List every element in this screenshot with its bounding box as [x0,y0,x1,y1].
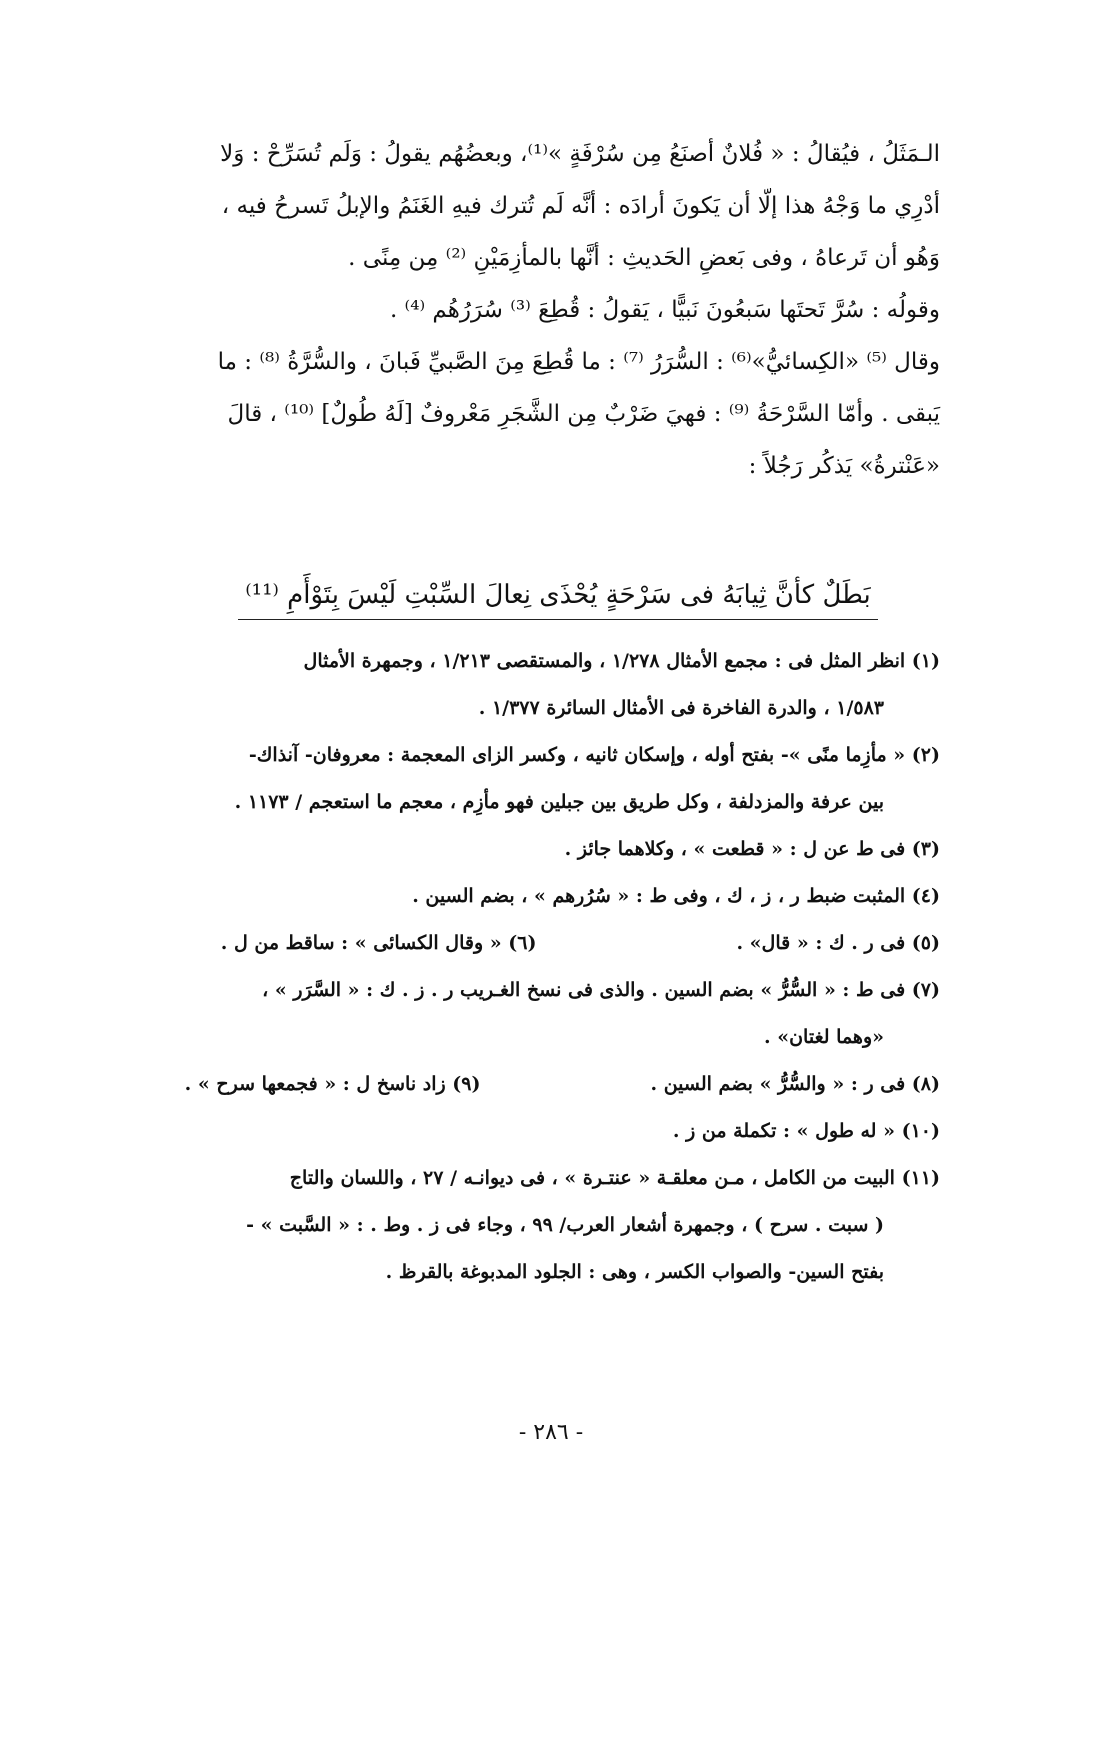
footnote-pair-5-6 [150,920,940,967]
footnote-7: (٧) فى ط : « السُّرُّ » بضم السين . والذى فى نسخ الغـريب ر . ز . ك : « السَّرَر » ، [262,979,940,1001]
footnote-2-cont: بين عرفة والمزدلفة ، وكل طريق بين جبلين فهو مأزِم ، معجم ما استعجم / ١١٧٣ . [234,791,884,813]
footnote-pair-8-9 [150,1061,940,1108]
footnote-11-cont: ( سبت . سرح ) ، وجمهرة أشعار العرب/ ٩٩ ، وجاء فى ز . وط . : « السَّبت » - [246,1214,884,1236]
footnote-11-cont2: بفتح السين- والصواب الكسر ، وهى : الجلود المدبوغة بالقرظ . [385,1261,884,1283]
text-line: يَبقى . وأمّا السَّرْحَةُ ⁽⁹⁾ : فهيَ ضَرْبٌ مِن الشَّجَرِ مَعْروفٌ [لَهُ طُولٌ] ⁽¹⁰⁾ ، قالَ [227,401,940,427]
footnote-2: (٢) « مأزِما منًى »- بفتح أوله ، وإسكان ثانيه ، وكسر الزاى المعجمة : معروفان- آنذاك- [248,744,940,766]
text-line: وقال ⁽⁵⁾ «الكِسائيُّ»⁽⁶⁾ : السُّرَرُ ⁽⁷⁾ : ما قُطِعَ مِنَ الصَّبيِّ فَبانَ ، والسُّرَّةُ ⁽⁸⁾ : ما [217,349,940,375]
main-text [150,128,940,492]
page-number: - ٢٨٦ - [518,1420,584,1445]
poetry-verse: بَطَلٌ كأنَّ ثِيابَهُ فى سَرْحَةٍ يُحْذَى نِعالَ السِّبْتِ لَيْسَ بِتَوْأَمِ ⁽¹¹⁾ [238,575,878,620]
footnote-7-cont: «وهما لغتان» . [764,1026,884,1048]
spacer [576,920,696,967]
footnote-1: (١) انظر المثل فى : مجمع الأمثال ١/٢٧٨ ، والمستقصى ١/٢١٣ ، وجمهرة الأمثال [303,650,940,672]
footnote-5: (٥) فى ر . ك : « قال» . [736,932,940,954]
footnote-1-cont: ١/٥٨٣ ، والدرة الفاخرة فى الأمثال السائرة ١/٣٧٧ . [478,697,884,719]
text-line: «عَنْترةُ» يَذكُر رَجُلاً : [748,453,940,479]
text-line: وقولُه : سُرَّ تَحتَها سَبعُونَ نَبيًّا ، يَقولُ : قُطِعَ ⁽³⁾ سُرَرُهُم ⁽⁴⁾ . [389,297,940,323]
text-line: الـمَثَلُ ، فيُقالُ : « فُلانٌ أصنَعُ مِن سُرْفَةٍ »⁽¹⁾، وبعضُهُم يقولُ : وَلَم تُسَرِّحْ : وَلا [220,141,940,167]
footnotes [150,638,940,1296]
footnote-11: (١١) البيت من الكامل ، مـن معلقـة « عنتـرة » ، فى ديوانـه / ٢٧ ، واللسان والتاج [289,1167,940,1189]
footnote-3: (٣) فى ط عن ل : « قطعت » ، وكلاهما جائز . [564,838,940,860]
footnote-4: (٤) المثبت ضبط ر ، ز ، ك ، وفى ط : « سُرُرهم » ، بضم السين . [412,885,940,907]
footnote-6: (٦) « وقال الكسائى » : ساقط من ل . [220,932,537,954]
footnote-10: (١٠) « له طول » : تكملة من ز . [672,1120,940,1142]
footnote-9: (٩) زاد ناسخ ل : « فجمعها سرح » . [184,1073,481,1095]
spacer [520,1061,610,1108]
text-line: أدْرِي ما وَجْهُ هذا إلّا أن يَكونَ أرادَه : أنَّه لَم تُترك فيهِ الغَنَمُ والإبلُ تَسرحُ فيه ، [221,193,940,219]
text-line: وَهُو أن تَرعاهُ ، وفى بَعضِ الحَديثِ : أنَّها بالمأزِمَيْنِ ⁽²⁾ مِن مِنًى . [348,245,940,271]
footnote-8: (٨) فى ر : « والسُّرُّ » بضم السين . [650,1073,940,1095]
